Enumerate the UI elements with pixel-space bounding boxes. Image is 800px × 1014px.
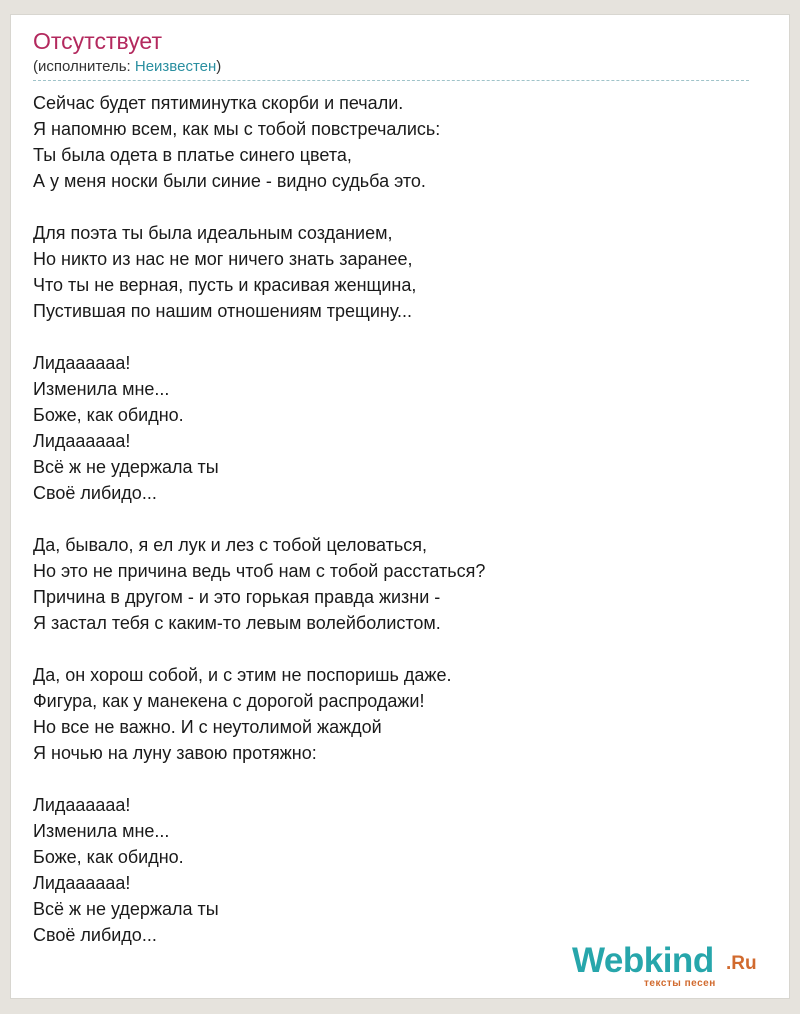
lyric-line: Лидаааааа! [33,431,131,451]
lyric-line: Я застал тебя с каким-то левым волейболистом. [33,613,441,633]
webkind-logo[interactable] [572,940,772,988]
lyric-line: Своё либидо... [33,483,157,503]
lyric-line: Пустившая по нашим отношениям трещину... [33,301,413,321]
lyric-line: Что ты не верная, пусть и красивая женщина, [33,275,417,295]
lyric-line: Всё ж не удержала ты [33,899,219,919]
lyric-line: Фигура, как у манекена с дорогой распродажи! [33,691,425,711]
lyric-line: Я ночью на луну завою протяжно: [33,743,317,763]
lyric-line: Я напомню всем, как мы с тобой повстречались: [33,119,441,139]
logo-tld: .Ru [726,953,757,974]
lyric-line: Лидаааааа! [33,353,131,373]
artist-line [33,58,221,75]
lyric-line: Но это не причина ведь чтоб нам с тобой расстаться? [33,561,486,581]
lyric-line: Боже, как обидно. [33,405,184,425]
lyric-line: Для поэта ты была идеальным созданием, [33,223,393,243]
lyrics-stanza [33,792,749,948]
lyrics-stanza [33,532,749,636]
lyric-line: Но все не важно. И с неутолимой жаждой [33,717,382,737]
lyrics-stanza [33,220,749,324]
artist-prefix: (исполнитель: [33,58,135,75]
lyric-line: Изменила мне... [33,379,170,399]
artist-suffix: ) [216,58,222,75]
lyric-line: Лидаааааа! [33,873,131,893]
lyric-line: Своё либидо... [33,925,157,945]
lyrics-text [33,90,749,974]
lyric-line: Ты была одета в платье синего цвета, [33,145,352,165]
dashed-divider [33,80,749,81]
lyric-line: Но никто из нас не мог ничего знать заранее, [33,249,413,269]
lyric-line: Всё ж не удержала ты [33,457,219,477]
lyrics-stanza [33,662,749,766]
lyric-line: А у меня носки были синие - видно судьба это. [33,171,426,191]
lyric-line: Да, бывало, я ел лук и лез с тобой целоваться, [33,535,428,555]
lyric-line: Причина в другом - и это горькая правда жизни - [33,587,441,607]
lyrics-stanza [33,350,749,506]
logo-tagline: тексты песен [644,978,716,989]
lyric-line: Сейчас будет пятиминутка скорби и печали. [33,93,404,113]
logo-word: Webkind [572,941,714,980]
song-title: Отсутствует [33,28,162,54]
lyric-line: Лидаааааа! [33,795,131,815]
lyric-line: Боже, как обидно. [33,847,184,867]
lyric-line: Изменила мне... [33,821,170,841]
lyric-line: Да, он хорош собой, и с этим не поспоришь даже. [33,665,452,685]
artist-link[interactable]: Неизвестен [134,58,217,75]
lyrics-stanza [33,90,749,194]
